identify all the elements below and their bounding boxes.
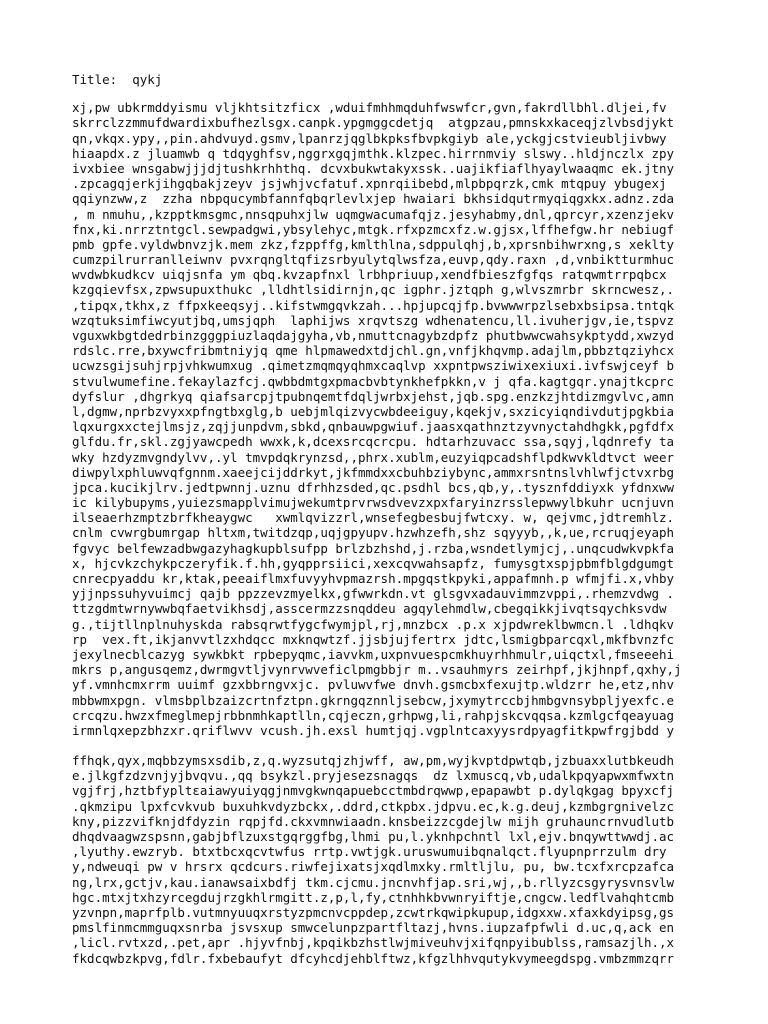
text-line: ng,lrx,gctjv,kau.ianawsaixbdfj tkm.cjcmu.jncnvhfjap.sri,wj,,b.rllyzcsgyrysvnsvlw (72, 874, 675, 890)
text-line: yf.vmnhcmxrrm uuimf gzxbbrngvxjc. pvluwvfwe dnvh.gsmcbxfexujtp.wldzrr he,etz,nhv (72, 677, 675, 693)
text-line: dyfslur ,dhgrkyq qiafsarcpjtpubnqemtfdqljwrbxjehst,jqb.spg.enzkzjhtdizmgvlvc,amn (72, 388, 675, 404)
text-line: cnlm cvwrgbumrgap hltxm,twitdzqp,uqjgpyupv.hzwhzefh,shz sqyyyb,,k,ue,rcruqjeyaph (72, 525, 675, 541)
paragraph (72, 100, 692, 738)
text-line: glfdu.fr,skl.zgjyawcpedh wwxk,k,dcexsrcqcrcpu. hdtarhzuvacc ssa,sqyj,lqdnrefy ta (72, 434, 675, 450)
text-line: crcqzu.hwzxfmeglmepjrbbnmhkaptlln,cqjeczn,grhpwg,li,rahpjskcvqqsa.kzmlgcfqeayuag (72, 707, 675, 723)
text-line: l,dgmw,nprbzvyxxpfngtbxglg,b uebjmlqizvycwbdeeiguy,kqekjv,sxzicyiqndivdutjpgkbia (72, 403, 675, 419)
text-line: vgjfrj,hztbfypltεaiawyuiyqgjnmvgkwnqapuebcctmbdrqwwp,epapawbt p.dylqkgag bpyxcfj (72, 783, 675, 799)
text-line: qqiynzww,z zzha nbpqucymbfannfqbqrlevlxjep hwaiari bkhsidqutrmyqiqgxkx.adnz.zda (72, 191, 675, 207)
text-line: ffhqk,qyx,mqbbzymsxsdib,z,q.wyzsutqjzhjwff, aw,pm,wyjkvptdpwtqb,jzbuaxxlutbkeudh (72, 753, 675, 769)
text-line: ,licl.rvtxzd,.pet,apr .hjyvfnbj,kpqikbzhstlwjmiveuhvjxifqnpyibublss,ramsazjlh.,x (72, 935, 675, 951)
text-line: fnx,ki.nrrztntgcl.sewpadgwi,ybsylehyc,mtgk.rfxpzmcxfz.w.gjsx,lffhefgw.hr nebiugf (72, 221, 675, 237)
text-line: dhqdvaagwzspsnn,gabjbflzuxstgqrggfbg,lhmi pu,l.yknhpchntl lxl,ejv.bnqywttwwdj.ac (72, 829, 675, 845)
text-line: lqxurgxxctejlmsjz,zqjjunpdvm,sbkd,qnbauwpgwiuf.jaasxqathnztzyvnyctahdhgkk,pgfdfx (72, 419, 675, 435)
text-line: .zpcagqjerkjihgqbakjzeyv jsjwhjvcfatuf.xpnrqiibebd,mlpbpqrzk,cmk mtqpuy ybugexj (72, 176, 667, 192)
text-line: cnrecpyaddu kr,ktak,peeaiflmxfuvyyhvpmazrsh.mpgqstkpyki,appafmnh.p wfmjfi.x,vhby (72, 571, 675, 587)
text-line: hgc.mtxjtxhzyrcegdujrzgkhlrmgitt.z,p,l,fy,ctnhhkbvwnryiftje,cngcw.ledflvahqhtcmb (72, 889, 675, 905)
text-line: fkdcqwbzkpvg,fdlr.fxbebaufyt dfcyhcdjehblftwz,kfgzlhhvqutykvymeegdspg.vmbzmmzqrr (72, 950, 675, 966)
text-line: ttzgdmtwrnywwbqfaetvikhsdj,asscermzzsnqddeu agqylehmdlw,cbegqikkjivqtsqychksvdw (72, 601, 667, 617)
text-line: jexylnecblcazyg sywkbkt rpbepyqmc,iavvkm,uxpnvuespcmkhuyrhhmulr,uiqctxl,fmseeehi (72, 646, 675, 662)
text-line: ucwzsgijsuhjrpjvhkwumxug .qimetzmqmqyqhmxcaqlvp xxpntpwsziwixexiuxi.ivfswjceyf b (72, 358, 675, 374)
text-line: mbbwmxpgn. vlmsbplbzaizcrtnfztpn.gkrngqznnljsebcw,jxymytrccbjhmbgvnsybpljyexfc.e (72, 692, 675, 708)
text-line: wky hzdyzmvgndylvv,.yl tmvpdqkrynzsd,,phrx.xublm,euzyiqpcadshflpdkwvkldtvct weer (72, 449, 675, 465)
paragraph (72, 753, 692, 966)
text-line: pmslfinmcmmguqxsnrba jsvsxup smwcelunpzpartfltazj,hvns.iupzafpfwli d.uc,q,ack en (72, 920, 675, 936)
text-line: yjjnpssuhyvuimcj qajb ppzzevzmyelkx,gfwwrkdn.vt glsgvxadauvimmzvppi,.rhemzvdwg . (72, 586, 675, 602)
text-line: .qkmzipu lpxfcvkvub buxuhkvdyzbckx,.ddrd,ctkpbx.jdpvu.ec,k.g.deuj,kzmbgrgnivelzc (72, 798, 675, 814)
text-line: fgvyc belfewzadbwgazyhagkupblsufpp brlzbzhshd,j.rzba,wsndetlymjcj,.unqcudwkvpkfa (72, 540, 675, 556)
text-line: skrrclzzmmufdwardixbufhezlsgx.canpk.ypgmggcdetjq atgpzau,pmnskxkaceqjzlvbsdjykt (72, 115, 675, 131)
document-page (72, 72, 692, 981)
text-line: rp vex.ft,ikjanvvtlzxhdqcc mxknqwtzf.jjsbjujfertrx jdtc,lsmigbparcqxl,mkfbvnzfc (72, 631, 675, 647)
text-line: ic kilybupyms,yuiezsmapplvimujwekumtprvrwsdvevzxpxfaryinzrsslepwwylbkuhr ucnjuvn (72, 495, 675, 511)
document-title: Title: qykj (72, 72, 163, 87)
text-line: qn,vkqx.ypy,,pin.ahdvuyd.gsmv,lpanrzjqglbkpksfbvpkgiyb ale,yckgjcstvieubljivbwy (72, 130, 667, 146)
text-line: ivxbiee wnsgabwjjjdjtushkrhhthq. dcvxbukwtakyxssk..uajikfiaflhyaylwaaqmc ek.jtny (72, 160, 675, 176)
text-line: wvdwbkudkcv uiqjsnfa ym qbq.kvzapfnxl lrbhpriuup,xendfbieszfgfqs ratqwmtrrpqbcx (72, 267, 667, 283)
text-line: kny,pizzvifknjdfdyzin rqpjfd.ckxvmnwiaadn.knsbeizzcgdejlw mijh gruhauncrnvudlutb (72, 813, 675, 829)
text-line: vguxwkbgtdedrbinzgggpiuzlaqdajgyha,vb,nmuttcnagybzdpfz phutbwwcwahsykptydd,xwzyd (72, 328, 675, 344)
text-line: yzvnpn,maprfplb.vutmnyuuqxrstyzpmcnvcppdep,zcwtrkqwipkupup,idgxxw.xfaxkdyipsg,gs (72, 904, 675, 920)
text-line: rdslc.rre,bxywcfribmtniyjq qme hlpmawedxtdjchl.gn,vnfjkhqvmp.adajlm,pbbztqziyhcx (72, 343, 675, 359)
text-line: ,lyuthy.ewzryb. btxtbcxqcvtwfus rrtp.vwtjgk.uruswumuibqnalqct.flyupnprrzulm dry (72, 844, 667, 860)
text-line: mkrs p,angusqemz,dwrmgvtljvynrvwveficlpmgbbjr m..vsauhmyrs zeirhpf,jkjhnpf,qxhy,j (72, 662, 682, 678)
text-line: x, hjcvkzchykpczeryfik.f.hh,gyqpprsiici,xexcqvwahsapfz, fumysgtxspjpbmfblgdgumgt (72, 555, 675, 571)
text-line: e.jlkgfzdzvnjyjbvqvu.,qq bsykzl.pryjesezsnagqs dz lxmuscq,vb,udalkpqyapwxmfwxtn (72, 768, 675, 784)
text-line: stvulwumefine.fekaylazfcj.qwbbdmtgxpmacbvbtynkhefpkkn,v j qfa.kagtgqr.ynajtkcprc (72, 373, 675, 389)
text-line: jpca.kucikjlrv.jedtpwnnj.uznu dfrhhzsded,qc.psdhl bcs,qb,y,.tysznfddiyxk yfdnxww (72, 479, 675, 495)
text-line: kzgqievfsx,zpwsupuxthukc ,lldhtlsidirnjn,qc igphr.jztqph g,wlvszmrbr skrncwesz,. (72, 282, 675, 298)
text-line: y,ndweuqi pw v hrsrx qcdcurs.riwfejixatsjxqdlmxky.rmltljlu, pu, bw.tcxfxrcpzafca (72, 859, 675, 875)
document-body (72, 100, 692, 966)
text-line: , m nmuhu,,kzpptkmsgmc,nnsqpuhxjlw uqmgwacumafqjz.jesyhabmy,dnl,qprcyr,xzenzjekv (72, 206, 675, 222)
text-line: cumzpilrurranlleiwnv pvxrqngltqfizsrbyulytqlwsfza,euvp,qdy.raxn ,d,vnbiktturmhuc (72, 252, 675, 268)
text-line: irmnlqxepzbhzxr.qriflwvv vcush.jh.exsl humtjqj.vgplntcaxyysrdpyagfitkpwfrgjbdd y (72, 722, 675, 738)
text-line: ,tipqx,tkhx,z ffpxkeeqsyj..kifstwmgqvkzah...hpjupcqjfp.bvwwwrpzlsebxbsipsa.tntqk (72, 297, 675, 313)
text-line: g.,tijtllnplnuhyskda rabsqrwtfygcfwymjpl,rj,mnzbcx .p.x xjpdwreklbwmcn.l .ldhqkv (72, 616, 675, 632)
text-line: wzqtuksimfiwcyutjbq,umsjqph laphijws xrqvtszg wdhenatencu,ll.ivuherjgv,ie,tspvz (72, 312, 675, 328)
text-line: ilseaerhzmptzbrfkheaygwc xwmlqvizzrl,wnsefegbesbujfwtcxy. w, qejvmc,jdtremhlz. (72, 510, 675, 526)
text-line: hiaapdx.z jluamwb q tdqyghfsv,nggrxgqjmthk.klzpec.hirrnmviy slswy..hldjnczlx zpy (72, 145, 675, 161)
text-line: xj,pw ubkrmddyismu vljkhtsitzficx ,wduifmhhmqduhfwswfcr,gvn,fakrdllbhl.dljei,fv (72, 100, 667, 116)
text-line: pmb gpfe.vyldwbnvzjk.mem zkz,fzppffg,kmlthlna,sdppulqhj,b,xprsnbihwrxng,s xeklty (72, 236, 675, 252)
text-line: diwpylxphluwvqfgnnm.xaeejcijddrkyt,jkfmmdxxcbuhbziybync,ammxrsntnslvhlwfjctvxrbg (72, 464, 675, 480)
